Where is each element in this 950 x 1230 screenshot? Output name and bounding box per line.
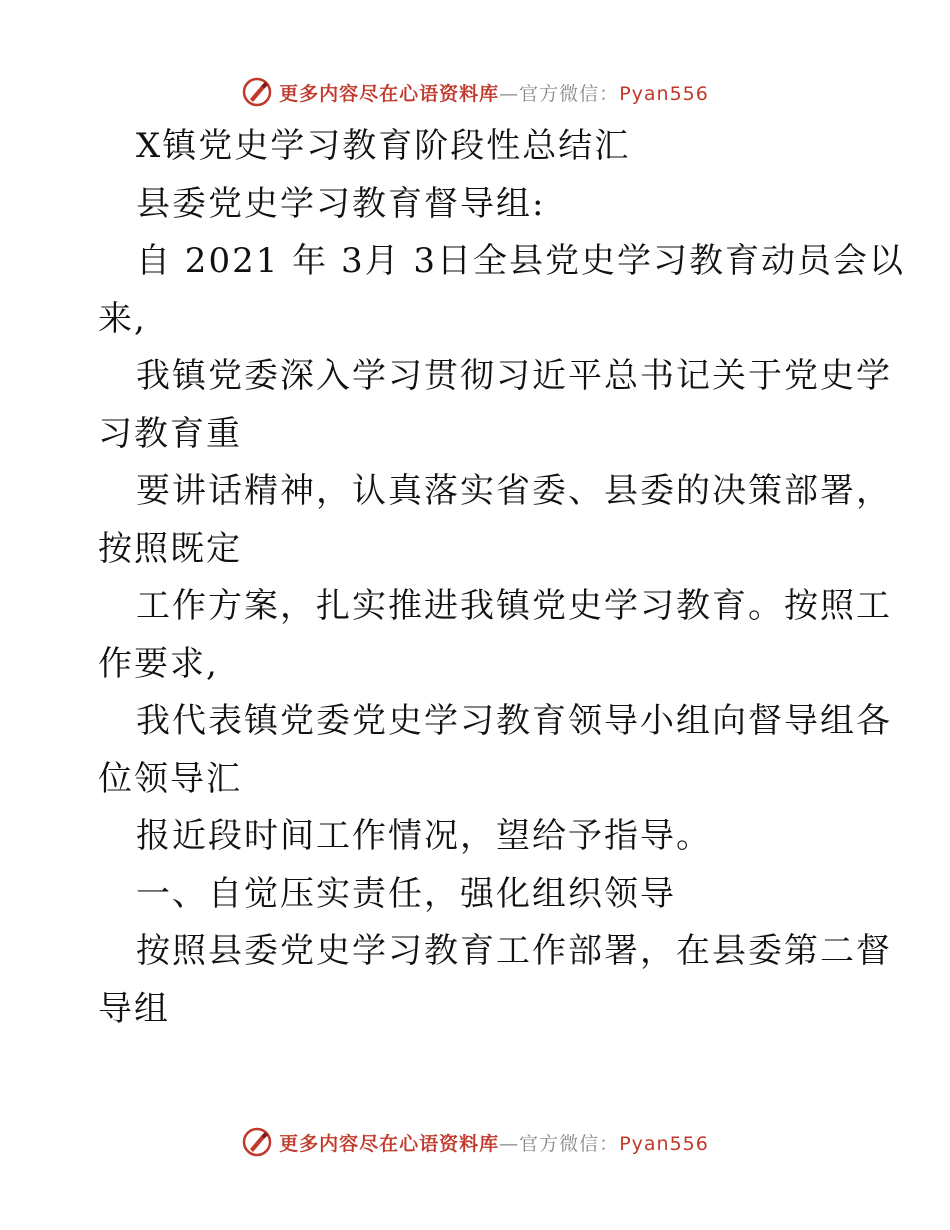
watermark-brand: 更多内容尽在心语资料库 [279,82,500,105]
watermark-wechat-label: 官方微信： [519,1132,620,1155]
footer-watermark [0,1122,950,1162]
watermark-brand: 更多内容尽在心语资料库 [279,1132,500,1155]
document-line: 习教育重 [98,413,242,454]
document-line: 报近段时间工作情况，望给予指导。 [136,816,712,856]
pen-logo-icon [241,1126,273,1158]
watermark-dash: — [499,1132,520,1155]
document-line: 按照县委党史学习教育工作部署，在县委第二督 [136,931,892,971]
document-line: 按照既定 [98,528,242,569]
watermark-text [279,79,709,106]
document-line: 自 2021 年 3月 3日全县党史学习教育动员会以 [136,241,906,281]
document-line: 一、自觉压实责任，强化组织领导 [136,873,676,914]
watermark-wechat-id: Pyan556 [619,82,709,105]
pen-logo-icon [241,76,273,108]
watermark-wechat-id: Pyan556 [619,1132,709,1155]
watermark-wechat-label: 官方微信： [519,82,620,105]
document-line: X镇党史学习教育阶段性总结汇 [136,126,631,166]
document-line: 县委党史学习教育督导组: [136,183,546,224]
document-line: 位领导汇 [98,758,242,799]
watermark-dash: — [499,82,520,105]
document-body [98,118,906,1038]
watermark-text [279,1129,709,1156]
document-line: 我代表镇党委党史学习教育领导小组向督导组各 [136,701,892,741]
document-line: 工作方案，扎实推进我镇党史学习教育。按照工 [136,586,892,626]
document-line: 作要求, [98,643,219,684]
document-line: 要讲话精神，认真落实省委、县委的决策部署， [136,471,892,511]
document-line: 我镇党委深入学习贯彻习近平总书记关于党史学 [136,356,892,396]
header-watermark [0,72,950,112]
document-line: 导组 [98,988,170,1029]
document-line: 来, [98,298,147,339]
